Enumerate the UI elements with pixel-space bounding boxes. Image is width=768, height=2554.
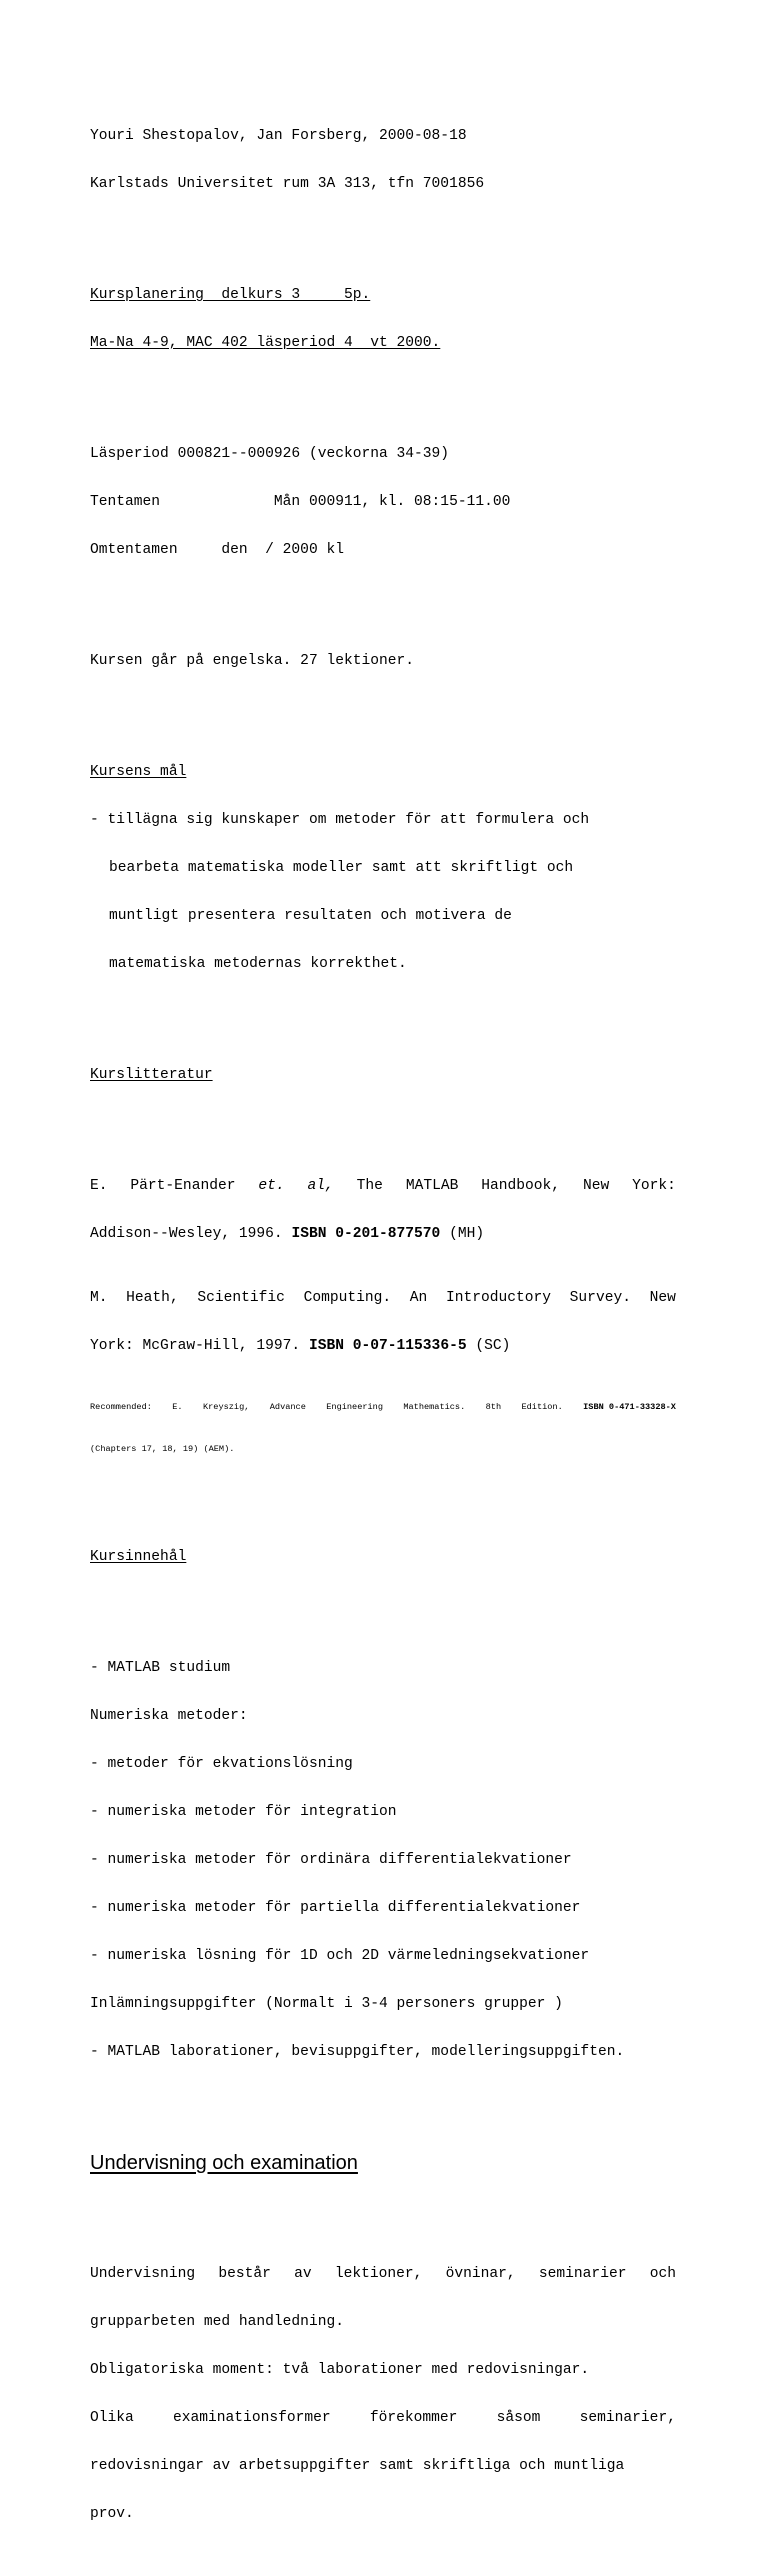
document-page [90,80,676,2554]
authors-line: Youri Shestopalov, Jan Forsberg, 2000-08-18 [90,128,467,144]
reexam-line: Omtentamen den / 2000 kl [90,542,344,558]
course-details: Ma-Na 4-9, MAC 402 läsperiod 4 vt 2000. [90,335,441,351]
literature-heading: Kurslitteratur [90,1067,213,1083]
contents-item: - numeriska metoder för partiella differentialekvationer [90,1900,581,1916]
goals-line: muntligt presentera resultaten och motivera de [109,908,512,924]
recommended-line-1: Recommended: E. Kreyszig, Advance Engineering Mathematics. 8th Edition. ISBN 0-471-33328-X [90,1402,676,1412]
contents-heading: Kursinnehål [90,1549,187,1565]
recommended-line-2: (Chapters 17, 18, 19) (AEM). [90,1444,235,1454]
teaching-line-5: redovisningar av arbetsuppgifter samt skriftliga och muntliga [90,2458,625,2474]
literature-ref-1-line-2: Addison--Wesley, 1996. ISBN 0-201-877570 (MH) [90,1226,485,1242]
literature-ref-2-line-2: York: McGraw-Hill, 1997. ISBN 0-07-115336-5 (SC) [90,1338,511,1354]
period-line: Läsperiod 000821--000926 (veckorna 34-39) [90,446,450,462]
language-note: Kursen går på engelska. 27 lektioner. [90,653,415,669]
isbn-aem: ISBN 0-471-33328-X [583,1402,676,1412]
contents-item: - MATLAB laborationer, bevisuppgifter, modelleringsuppgiften. [90,2044,625,2060]
course-title: Kursplanering delkurs 3 5p. [90,287,371,303]
contents-item: - metoder för ekvationslösning [90,1756,353,1772]
contents-item: - numeriska lösning för 1D och 2D värmeledningsekvationer [90,1948,590,1964]
teaching-line-4: Olika examinationsformer förekommer såsom seminarier, [90,2410,676,2426]
isbn-mh: ISBN 0-201-877570 [291,1226,441,1242]
literature-ref-2-line-1: M. Heath, Scientific Computing. An Introductory Survey. New [90,1290,676,1306]
course-line-2 [90,335,676,351]
teaching-line-1: Undervisning består av lektioner, övninar, seminarier och [90,2266,676,2282]
goals-line: - tillägna sig kunskaper om metoder för att formulera och [90,812,590,828]
contents-item: Inlämningsuppgifter (Normalt i 3-4 personers grupper ) [90,1996,563,2012]
teaching-heading: Undervisning och examination [90,2152,358,2174]
teaching-line-2: grupparbeten med handledning. [90,2314,344,2330]
isbn-sc: ISBN 0-07-115336-5 [308,1338,467,1354]
location-line: Karlstads Universitet rum 3A 313, tfn 7001856 [90,176,485,192]
teaching-line-6: prov. [90,2506,134,2522]
goals-line: bearbeta matematiska modeller samt att skriftligt och [109,860,574,876]
goals-heading: Kursens mål [90,764,187,780]
literature-ref-1-line-1: E. Pärt-Enander et. al, The MATLAB Handbook, New York: [90,1178,676,1194]
contents-item: Numeriska metoder: [90,1708,248,1724]
exam-line: Tentamen Mån 000911, kl. 08:15-11.00 [90,494,511,510]
course-line-1 [90,287,676,303]
contents-item: - numeriska metoder för integration [90,1804,397,1820]
teaching-line-3: Obligatoriska moment: två laborationer med redovisningar. [90,2362,590,2378]
contents-item: - numeriska metoder för ordinära differentialekvationer [90,1852,572,1868]
contents-item: - MATLAB studium [90,1660,231,1676]
goals-line: matematiska metodernas korrekthet. [109,956,407,972]
